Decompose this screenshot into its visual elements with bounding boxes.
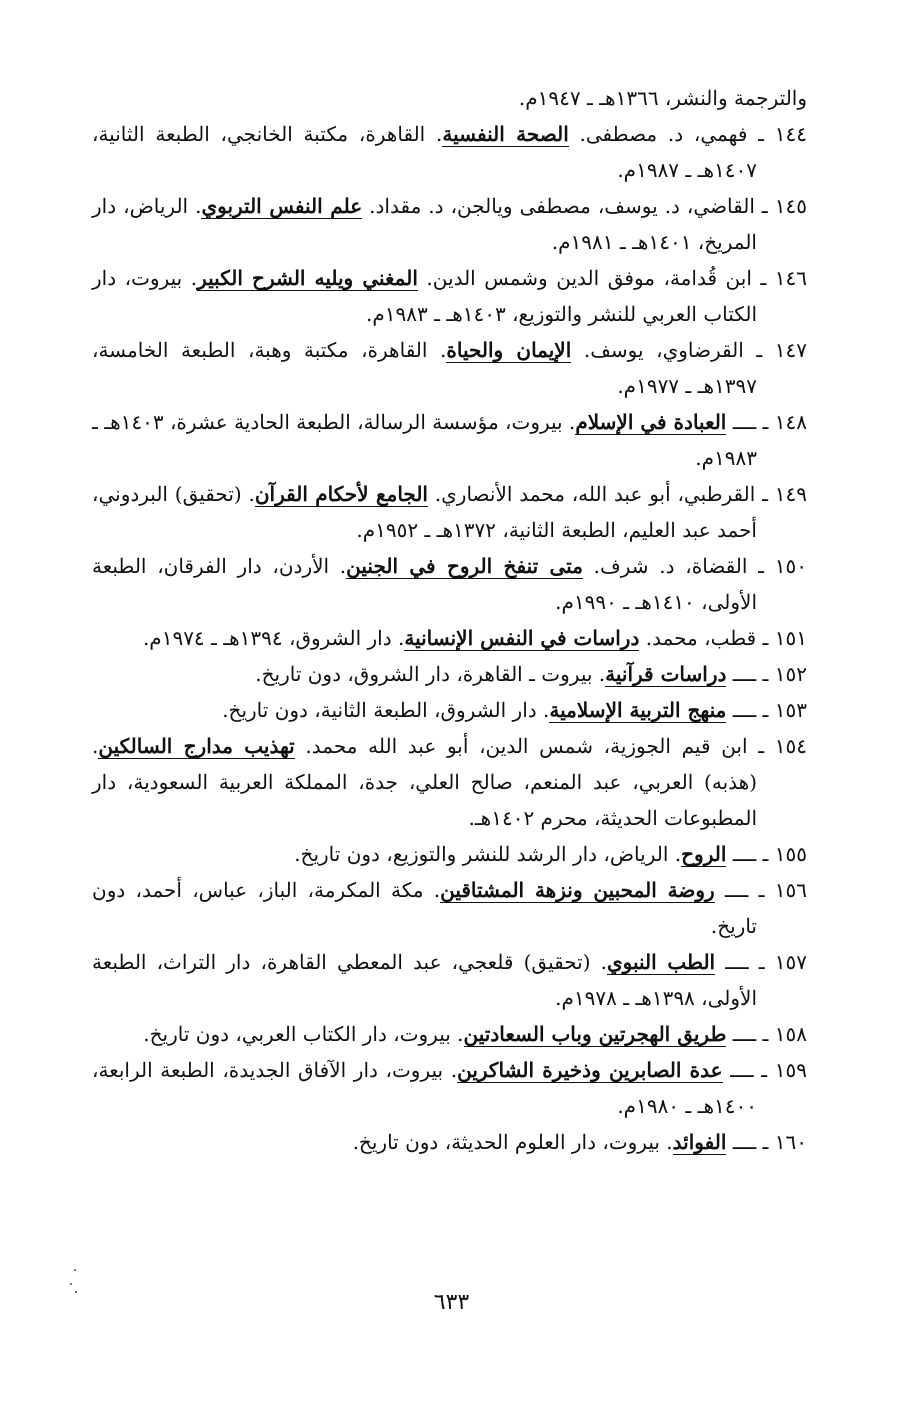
bibliography-entry-159 [92, 1052, 807, 1124]
entry-publisher: . القاهرة، مكتبة وهبة، الطبعة الخامسة، ١٣٩٧هـ ـ ١٩٧٧م. [92, 338, 757, 398]
entry-title: علم النفس التربوي [201, 194, 363, 218]
entry-title: تهذيب مدارج السالكين [98, 734, 295, 758]
entry-publisher: . مكة المكرمة، الباز، عباس، أحمد، دون تاريخ. [92, 878, 757, 938]
entry-publisher: . دار الشروق، الطبعة الثانية، دون تاريخ. [222, 698, 550, 722]
entry-number: ١٤٤ ـ [747, 122, 808, 146]
bibliography-entry-145 [92, 188, 807, 260]
entry-publisher: . بيروت، دار الكتاب العربي، دون تاريخ. [143, 1022, 464, 1046]
bibliography-entry-152 [92, 656, 807, 692]
entry-author: القاضي، د. يوسف، مصطفى وياﻟﺠﻦ، د. مقداد. [362, 194, 755, 218]
page-number: ٦٣٣ [433, 1290, 470, 1315]
entry-number: ١٥٣ ـ [756, 698, 807, 722]
entry-publisher: . الأردن، دار الفرقان، الطبعة الأولى، ١٤١٠هـ ـ ١٩٩٠م. [92, 554, 757, 614]
entry-author: ــــ [726, 1022, 757, 1046]
entry-number: ١٥٠ ـ [747, 554, 808, 578]
entry-title: طريق الهجرتين وباب السعادتين [463, 1022, 727, 1046]
entry-publisher: . بيروت، مؤسسة الرسالة، الطبعة الحادية عشرة، ١٤٠٣هـ ـ ١٩٨٣م. [92, 410, 757, 470]
entry-author: القرضاوي، يوسف. [571, 338, 744, 362]
entry-title: الفوائد [672, 1130, 727, 1154]
entry-publisher: . الرياض، دار المريخ، ١٤٠١هـ ـ ١٩٨١م. [92, 194, 757, 254]
bibliography-entry-151 [92, 620, 807, 656]
entry-author: ــــ [726, 698, 757, 722]
entry-number: ١٤٨ ـ [756, 410, 808, 434]
bibliography-entry-146 [92, 260, 807, 332]
entry-number: ١٤٥ ـ [754, 194, 807, 218]
entry-author: ــــ [726, 410, 757, 434]
bibliography-entry-154 [92, 728, 807, 836]
entry-publisher: . بيروت، دار الكتاب العربي للنشر والتوزيع، ١٤٠٣هـ ـ ١٩٨٣م. [92, 266, 757, 326]
entry-title: المغني ويليه الشرح الكبير [197, 266, 418, 290]
entry-author: ــــ [715, 950, 749, 974]
entry-number: ١٥٢ ـ [756, 662, 807, 686]
entry-author: ــــ [726, 842, 757, 866]
entry-publisher: . القاهرة، مكتبة الخانجي، الطبعة الثانية، ١٤٠٧هـ ـ ١٩٨٧م. [92, 122, 757, 182]
entry-title: الجامع لأحكام القرآن [254, 482, 428, 506]
entry-publisher: . الرياض، دار الرشد للنشر والتوزيع، دون تاريخ. [294, 842, 682, 866]
entry-title: دراسات قرآنية [605, 662, 727, 686]
entry-publisher: والترجمة والنشر، ١٣٦٦هـ ـ ١٩٤٧م. [518, 86, 807, 110]
entry-author: ابن قيم الجوزية، شمس الدين، أبو عبد الله محمد. [294, 734, 748, 758]
entry-number: ١٥٨ ـ [756, 1022, 807, 1046]
bibliography-entry-153 [92, 692, 807, 728]
bibliography-entry-144 [92, 116, 807, 188]
entry-number: ١٤٩ ـ [755, 482, 808, 506]
entry-author: القضاة، د. شرف. [582, 554, 748, 578]
entry-author: ــــ [726, 662, 757, 686]
entry-author: قطب، محمد. [639, 626, 757, 650]
entry-number: ١٥٦ ـ [748, 878, 807, 902]
entry-number: ١٥٥ ـ [756, 842, 807, 866]
entry-title: منهج التربية الإسلامية [549, 698, 727, 722]
entry-author: فهمي، د. مصطفى. [568, 122, 748, 146]
entry-author: ــــ [722, 1058, 754, 1082]
entry-publisher: . دار الشروق، ١٣٩٤هـ ـ ١٩٧٤م. [142, 626, 405, 650]
bibliography-list [92, 80, 807, 1160]
entry-title: روضة المحبين ونزهة المشتاقين [440, 878, 715, 902]
entry-title: العبادة في الإسلام [575, 410, 727, 434]
entry-number: ١٥١ ـ [756, 626, 807, 650]
entry-publisher: . (تحقيق) قلعجي، عبد المعطي القاهرة، دار التراث، الطبعة الأولى، ١٣٩٨هـ ـ ١٩٧٨م. [92, 950, 757, 1010]
entry-title: الروح [681, 842, 727, 866]
bibliography-entry-149 [92, 476, 807, 548]
entry-title: دراسات في النفس الإنسانية [404, 626, 640, 650]
bibliography-entry-158 [92, 1016, 807, 1052]
bibliography-entry-147 [92, 332, 807, 404]
entry-title: الصحة النفسية [442, 122, 569, 146]
bibliography-entry-160 [92, 1124, 807, 1160]
entry-title: عدة الصابرين وذخيرة الشاكرين [457, 1058, 723, 1082]
entry-number: ١٥٩ ـ [753, 1058, 807, 1082]
entry-number: ١٥٤ ـ [747, 734, 808, 758]
entry-publisher: . (تحقيق) البردوني، أحمد عبد العليم، الطبعة الثانية، ١٣٧٢هـ ـ ١٩٥٢م. [92, 482, 757, 542]
entry-author: القرطبي، أبو عبد الله، محمد الأنصاري. [428, 482, 756, 506]
bibliography-entry-continuation [92, 80, 807, 116]
entry-number: ١٥٧ ـ [748, 950, 807, 974]
entry-title: الطب النبوي [606, 950, 716, 974]
bibliography-entry-156 [92, 872, 807, 944]
entry-number: ١٤٦ ـ [751, 266, 808, 290]
entry-author: ــــ [714, 878, 749, 902]
entry-publisher: . بيروت ـ القاهرة، دار الشروق، دون تاريخ. [255, 662, 606, 686]
bibliography-entry-148 [92, 404, 807, 476]
bibliography-entry-155 [92, 836, 807, 872]
entry-title: متى تنفخ الروح في الجنين [346, 554, 583, 578]
entry-publisher: . (هذبه) العربي، عبد المنعم، صالح العلي، جدة، المملكة العربية السعودية، دار المطبوعات الحديثة، محرم ١٤٠٢هـ. [92, 734, 757, 830]
entry-publisher: . بيروت، دار العلوم الحديثة، دون تاريخ. [352, 1130, 673, 1154]
entry-author: ــــ [726, 1130, 757, 1154]
entry-number: ١٤٧ ـ [743, 338, 807, 362]
bibliography-entry-150 [92, 548, 807, 620]
entry-author: ابن قُدامة، موفق الدين وشمس الدين. [417, 266, 752, 290]
bibliography-entry-157 [92, 944, 807, 1016]
entry-number: ١٦٠ ـ [756, 1130, 807, 1154]
entry-title: الإيمان والحياة [446, 338, 572, 362]
entry-publisher: . بيروت، دار الآفاق الجديدة، الطبعة الرابعة، ١٤٠٠هـ ـ ١٩٨٠م. [92, 1058, 757, 1118]
